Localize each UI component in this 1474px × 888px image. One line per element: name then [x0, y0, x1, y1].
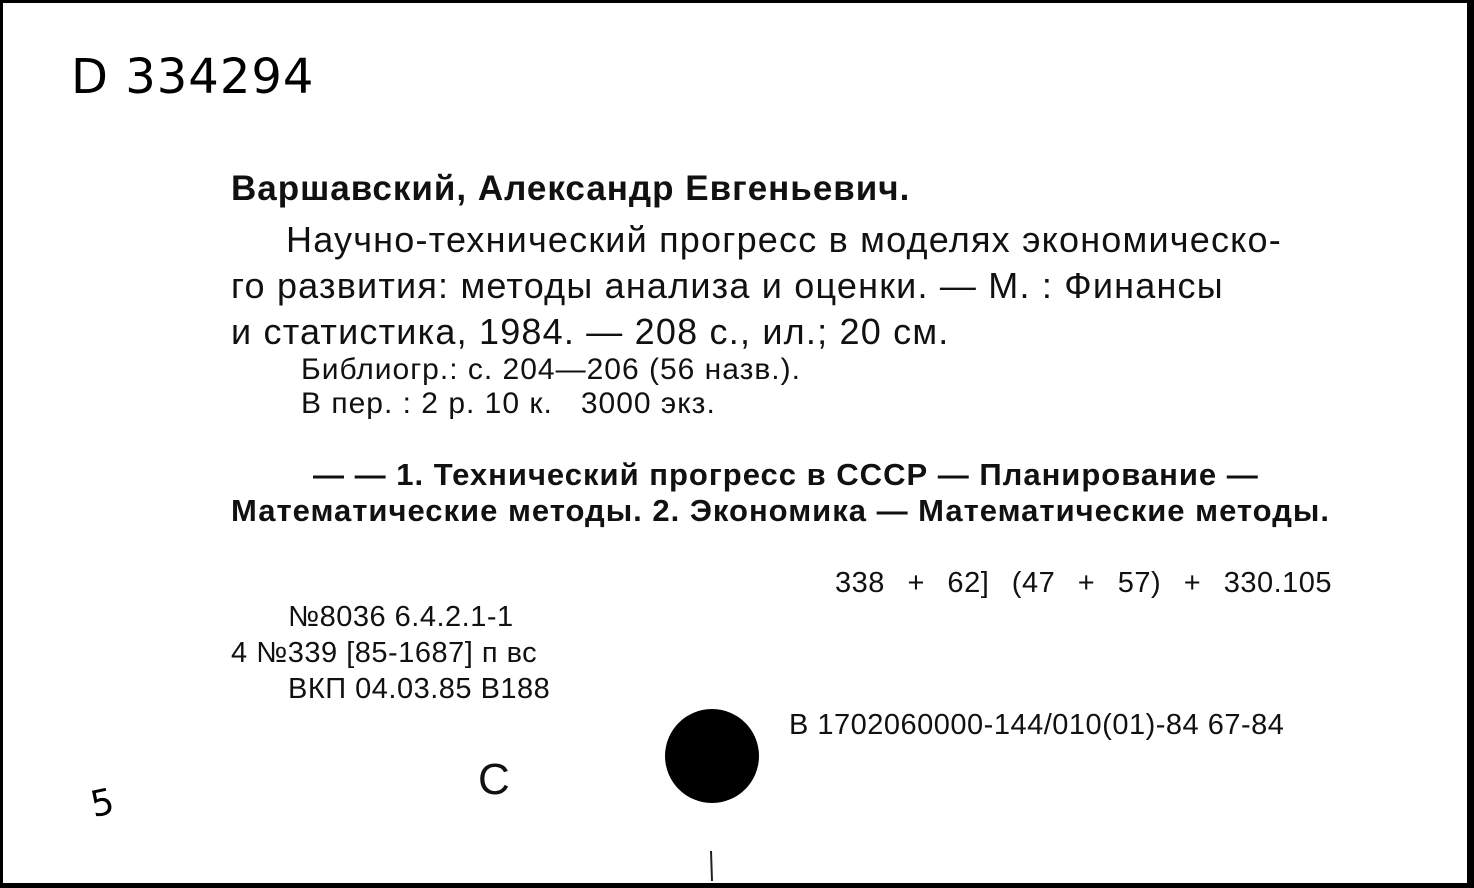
price-note: В пер. : 2 р. 10 к. 3000 экз. [301, 387, 716, 420]
margin-mark: 5 [86, 780, 119, 827]
title-line-1: Научно-технический прогресс в моделях экономическо- [286, 219, 1282, 260]
catalog-card [3, 3, 1467, 883]
punch-hole-icon [665, 709, 759, 803]
print-code-2: 4 №339 [85-1687] п вс [231, 637, 538, 669]
isbn-code: В 1702060000-144/010(01)-84 67-84 [789, 709, 1285, 741]
print-code-1: №8036 6.4.2.1-1 [288, 601, 514, 633]
title-line-2: го развития: методы анализа и оценки. — М. : Финансы [231, 265, 1224, 306]
print-code-3: ВКП 04.03.85 В188 [288, 673, 551, 705]
scan-artifact-icon [703, 851, 723, 883]
title-line-3: и статистика, 1984. — 208 с., ил.; 20 см. [231, 311, 950, 352]
subject-line-1: — — 1. Технический прогресс в СССР — Планирование — [313, 457, 1259, 492]
copyright-symbol: С [478, 755, 510, 804]
bibliography-note: Библиогр.: с. 204—206 (56 назв.). [301, 353, 801, 386]
inventory-number: D 334294 [71, 49, 315, 105]
subject-line-2: Математические методы. 2. Экономика — Математические методы. [231, 493, 1330, 528]
classification-index: 338 + 62] (47 + 57) + 330.105 [835, 567, 1333, 599]
author-heading: Варшавский, Александр Евгеньевич. [231, 169, 911, 208]
